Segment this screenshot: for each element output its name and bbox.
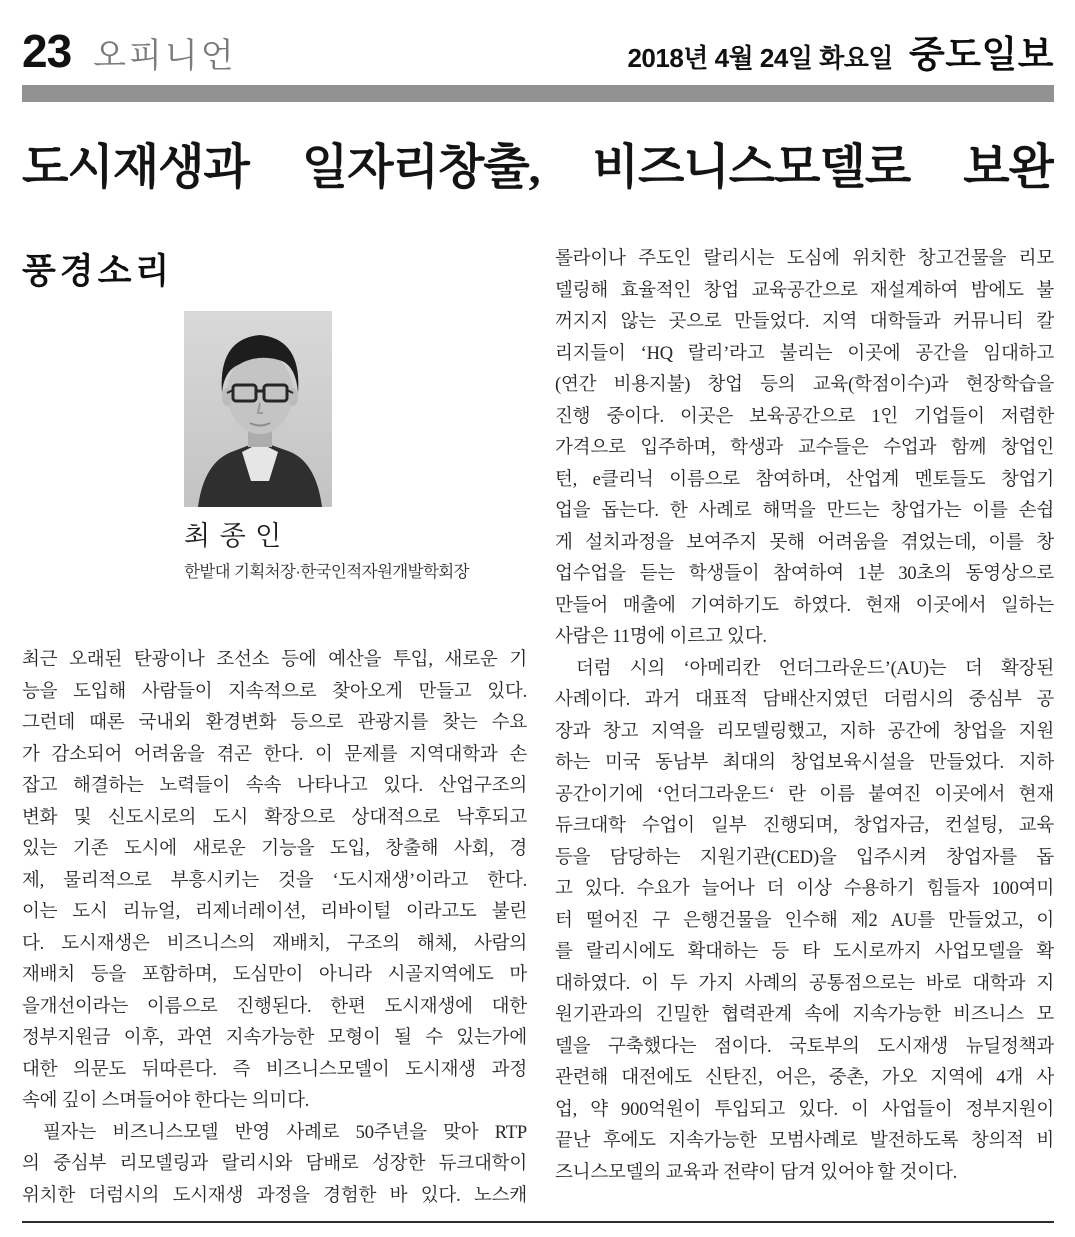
article-line: 더럼 시의 ‘아메리칸 언더그라운드’(AU)는 더 확장된	[576, 658, 1054, 679]
column-series-label: 풍경소리	[22, 252, 174, 291]
masthead-left	[22, 24, 237, 78]
article-line: 게 설치과정을 보여주지 못해 어려움을 겪었는데, 이를 창	[555, 532, 1054, 553]
masthead-divider-bar	[22, 85, 1054, 102]
article-line: 하는 미국 동남부 최대의 창업보육시설을 만들었다. 지하	[555, 753, 1054, 773]
article-line: 변화 및 신도시로의 도시 확장으로 상대적으로 낙후되고	[22, 807, 527, 828]
article-line: 등을 담당하는 지원기관(CED)을 입주시켜 창업자를 돕	[555, 847, 1054, 868]
article-line: 그런데 때론 국내외 환경변화 등으로 관광지를 찾는 수요	[22, 713, 527, 733]
article-line: 끝난 후에도 지속가능한 모범사례로 발전하도록 창의적 비	[555, 1131, 1054, 1151]
article-headline: 도시재생과 일자리창출, 비즈니스모델로 보완	[22, 141, 1054, 194]
newspaper-logo: 중도일보	[909, 34, 1054, 75]
author-name: 최 종 인	[184, 521, 283, 551]
article-line: 사례이다. 과거 대표적 담배산지였던 더럼시의 중심부 공	[555, 690, 1054, 710]
article-line: 진행 중이다. 이곳은 보육공간으로 1인 기업들이 저렴한	[555, 406, 1054, 427]
article-line: 턴, e클리닉 이름으로 참여하며, 산업계 멘토들도 창업기	[555, 469, 1054, 490]
article-line: 공간이기에 ‘언더그라운드‘ 란 이름 붙여진 이곳에서 현재	[555, 784, 1054, 805]
article-line: 속에 깊이 스며들어야 한다는 의미다.	[22, 1091, 310, 1111]
article-line: 위치한 더럼시의 도시재생 과정을 경험한 바 있다. 노스캐	[22, 1185, 527, 1206]
article-line: 의 중심부 리모델링과 랄리시와 담배로 성장한 듀크대학이	[22, 1154, 527, 1174]
edition-date: 2018년 4월 24일 화요일	[627, 43, 894, 73]
article-line: 원기관과의 긴밀한 협력관계 속에 지속가능한 비즈니스 모	[555, 1005, 1054, 1025]
article-line: 꺼지지 않는 곳으로 만들었다. 지역 대학들과 커뮤니티 칼	[555, 312, 1054, 332]
article-line: 즈니스모델의 교육과 전략이 담겨 있어야 할 것이다.	[555, 1162, 958, 1183]
article-line: 재배치 등을 포함하며, 도심만이 아니라 시골지역에도 마	[22, 965, 527, 985]
article-line: 최근 오래된 탄광이나 조선소 등에 예산을 투입, 새로운 기	[22, 650, 527, 670]
article-line: 있는 기존 도시에 새로운 기능을 도입, 창출해 사회, 경	[22, 839, 527, 859]
article-line: 델을 구축했다는 점이다. 국토부의 도시재생 뉴딜정책과	[555, 1036, 1054, 1057]
masthead	[22, 0, 1054, 78]
article-line: 리지들이 ‘HQ 랄리’라고 불리는 이곳에 공간을 임대하고	[555, 343, 1054, 364]
page-bottom-rule	[22, 1221, 1054, 1223]
article-line: 이는 도시 리뉴얼, 리제너레이션, 리바이털 이라고도 불린	[22, 902, 527, 922]
right-column	[555, 244, 1054, 1212]
article-line: 만들어 매출에 기여하기도 하였다. 현재 이곳에서 일하는	[555, 595, 1054, 616]
article-line: 터 떨어진 구 은행건물을 인수해 제2 AU를 만들었고, 이	[555, 910, 1054, 931]
article-line: 듀크대학 수업이 일부 진행되며, 창업자금, 컨설팅, 교육	[555, 816, 1054, 836]
article-line: 을개선이라는 이름으로 진행된다. 한편 도시재생에 대한	[22, 996, 527, 1017]
article-line: 고 있다. 수요가 늘어나 더 이상 수용하기 힘들자 100여미	[555, 879, 1054, 899]
article-columns	[22, 244, 1054, 1212]
article-text-left	[22, 645, 527, 1212]
article-line: 제, 물리적으로 부흥시키는 것을 ‘도시재생’이라고 한다.	[22, 870, 527, 891]
article-line: 다. 도시재생은 비즈니스의 재배치, 구조의 해체, 사람의	[22, 933, 527, 954]
article-line: 정부지원금 이후, 과연 지속가능한 모형이 될 수 있는가에	[22, 1028, 527, 1048]
left-column	[22, 244, 527, 1212]
article-line: 를 랄리시에도 확대하는 등 타 도시로까지 사업모델을 확	[555, 942, 1054, 962]
section-name: 오피니언	[93, 37, 237, 75]
author-title: 한밭대 기획처장·한국인적자원개발학회장	[184, 563, 469, 581]
article-text-right	[555, 244, 1054, 1189]
article-line: 능을 도입해 사람들이 지속적으로 찾아오게 만들고 있다.	[22, 681, 527, 702]
author-photo	[184, 311, 332, 507]
masthead-right	[627, 24, 1054, 78]
article-line: 대하였다. 이 두 가지 사례의 공통점으로는 바로 대학과 지	[555, 973, 1054, 994]
article-line: 필자는 비즈니스모델 반영 사례로 50주년을 맞아 RTP	[43, 1122, 527, 1143]
article-line: (연간 비용지불) 창업 등의 교육(학점이수)과 현장학습을	[555, 375, 1054, 395]
article-line: 가격으로 입주하며, 학생과 교수들은 수업과 함께 창업인	[555, 438, 1054, 458]
article-line: 잡고 해결하는 노력들이 속속 나타나고 있다. 산업구조의	[22, 776, 527, 796]
article-line: 업수업을 듣는 학생들이 참여하여 1분 30초의 동영상으로	[555, 564, 1054, 584]
article-line: 업을 돕는다. 한 사례로 해먹을 만드는 창업가는 이를 손쉽	[555, 501, 1054, 521]
article-line: 대한 의문도 뒤따른다. 즉 비즈니스모델이 도시재생 과정	[22, 1059, 527, 1080]
article-line: 가 감소되어 어려움을 겪곤 한다. 이 문제를 지역대학과 손	[22, 744, 527, 765]
author-block	[184, 311, 527, 582]
article-line: 롤라이나 주도인 랄리시는 도심에 위치한 창고건물을 리모	[555, 249, 1054, 269]
article-line: 관련해 대전에도 신탄진, 어은, 중촌, 가오 지역에 4개 사	[555, 1068, 1054, 1088]
article-line: 델링해 효율적인 창업 교육공간으로 재설계하여 밤에도 불	[555, 280, 1054, 301]
page-number: 23	[22, 25, 72, 77]
article-line: 업, 약 900억원이 투입되고 있다. 이 사업들이 정부지원이	[555, 1099, 1054, 1120]
article-line: 장과 창고 지역을 리모델링했고, 지하 공간에 창업을 지원	[555, 721, 1054, 742]
article-line: 사람은 11명에 이르고 있다.	[555, 627, 767, 647]
